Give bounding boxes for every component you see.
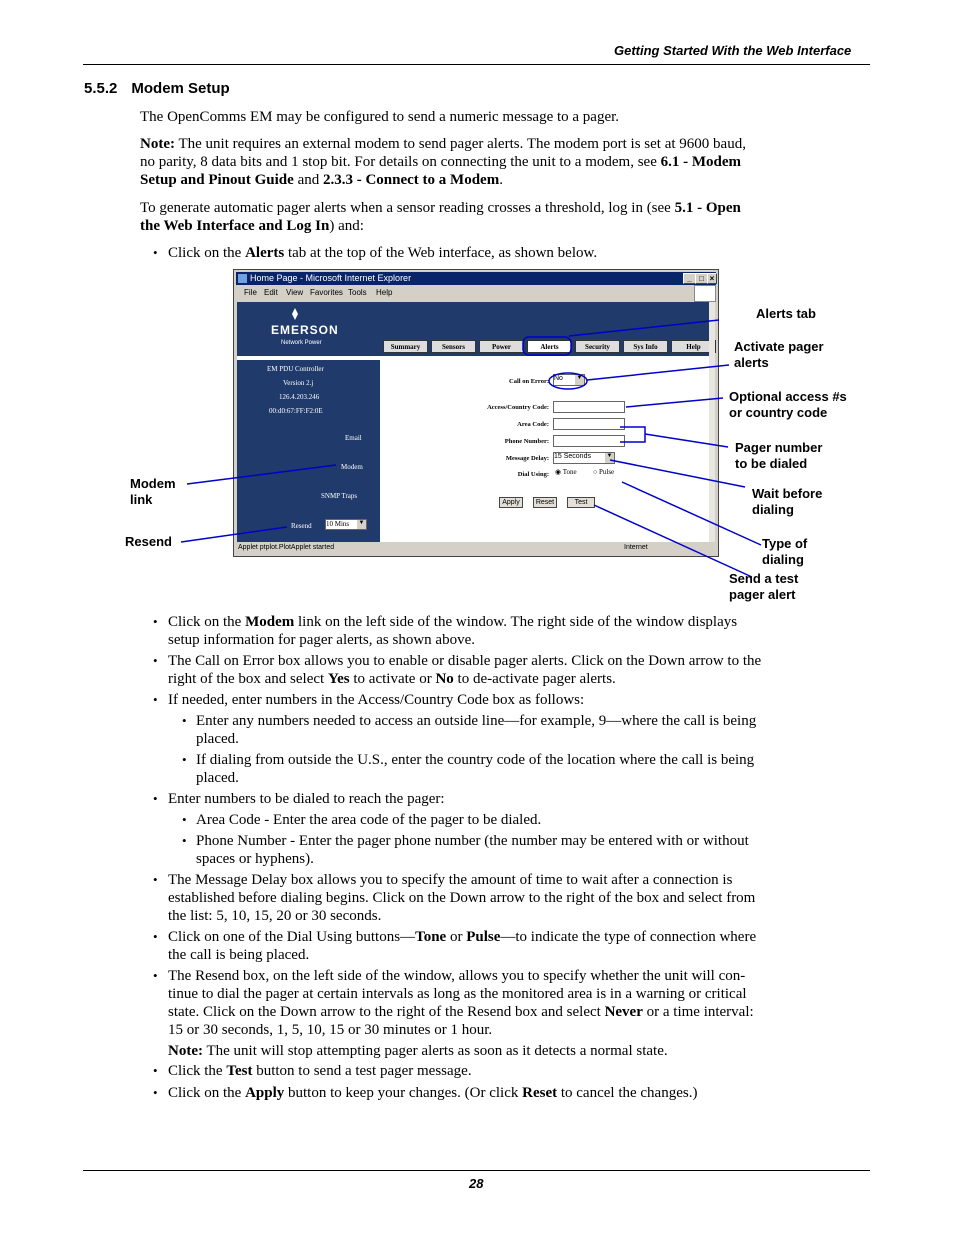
close-icon[interactable]: × xyxy=(707,273,717,284)
tab-power[interactable]: Power xyxy=(479,340,524,353)
text: The Call on Error box allows you to enable or disable pager alerts. Click on the Down arrow to the xyxy=(168,653,762,669)
text: The Message Delay box allows you to specify the amount of time to wait after a connection is xyxy=(168,872,733,888)
text: to activate or xyxy=(349,671,436,687)
text: Click the xyxy=(168,1063,227,1079)
callout-pager-number xyxy=(735,440,822,472)
bullet-marker: • xyxy=(153,872,158,887)
minimize-icon[interactable]: _ xyxy=(683,273,696,284)
text: Test xyxy=(226,1063,253,1079)
bullet-call-on-error xyxy=(168,652,870,688)
callout-modem xyxy=(130,476,176,508)
dial-using-label: Dial Using: xyxy=(517,471,549,478)
callout-line: Activate pager xyxy=(734,339,824,354)
radio-tone-label: Tone xyxy=(562,468,577,476)
message-delay-label: Message Delay: xyxy=(505,455,549,462)
tab-summary[interactable]: Summary xyxy=(383,340,428,353)
note-label: Note: xyxy=(168,1043,203,1059)
sub-bullet-outside-line xyxy=(196,712,870,748)
sidebar-link-modem[interactable]: Modem xyxy=(341,463,363,471)
bullet-dial-using xyxy=(168,928,870,964)
callout-line: alerts xyxy=(734,355,769,370)
radio-tone[interactable]: ◉ Tone xyxy=(555,468,577,476)
text: to de-activate pager alerts. xyxy=(453,671,616,687)
text: The Resend box, on the left side of the window, allows you to specify whether the unit will con- xyxy=(168,968,746,984)
text: tab at the top of the Web interface, as shown below. xyxy=(284,245,598,261)
tab-alerts[interactable]: Alerts xyxy=(527,340,572,353)
text: 15 or 30 seconds, 1, 5, 10, 15 or 30 minutes or 1 hour. xyxy=(168,1022,493,1038)
callout-line: dialing xyxy=(752,502,794,517)
menu-help[interactable]: Help xyxy=(376,288,393,297)
callout-wait xyxy=(752,486,822,518)
bullet-modem-link xyxy=(168,613,870,649)
callout-optional xyxy=(729,389,847,421)
footer-rule xyxy=(83,1170,870,1171)
text: Click on the xyxy=(168,245,246,261)
window-title: Home Page - Microsoft Internet Explorer xyxy=(250,273,412,283)
xref: 2.3.3 - Connect to a Modem xyxy=(322,172,500,188)
bullet-marker: • xyxy=(153,1063,158,1078)
section-number: 5.5.2 xyxy=(84,80,118,97)
text: —to indicate the type of connection where xyxy=(500,929,757,945)
callout-line-activate xyxy=(587,365,729,380)
callout-bracket-pager xyxy=(620,427,645,442)
text: placed. xyxy=(196,731,239,747)
running-header: Getting Started With the Web Interface xyxy=(614,43,852,58)
callout-line-type xyxy=(622,482,761,545)
callout-line-resend xyxy=(181,527,287,542)
bullet-marker: • xyxy=(153,653,158,668)
xref: the Web Interface and Log In xyxy=(140,218,330,234)
call-on-error-label: Call on Error: xyxy=(509,378,549,385)
callout-alerts-highlight xyxy=(523,337,571,355)
bullet-test xyxy=(168,1062,472,1080)
callout-line: dialing xyxy=(762,552,804,567)
text: placed. xyxy=(196,770,239,786)
intro-paragraph: The OpenComms EM may be configured to send a numeric message to a pager. xyxy=(140,109,620,125)
text: button to send a test pager message. xyxy=(252,1063,472,1079)
menu-file[interactable]: File xyxy=(244,288,257,297)
maximize-icon[interactable]: □ xyxy=(695,273,708,284)
radio-pulse[interactable]: ○ Pulse xyxy=(593,468,615,476)
para-line: To generate automatic pager alerts when a sensor reading crosses a threshold, log in (see xyxy=(140,200,675,216)
tab-sensors[interactable]: Sensors xyxy=(431,340,476,353)
xref: 5.1 - Open xyxy=(674,200,741,216)
text: right of the box and select xyxy=(168,671,328,687)
text: Reset xyxy=(522,1085,558,1101)
text: link on the left side of the window. The right side of the window displays xyxy=(294,614,738,630)
callout-line: pager alert xyxy=(729,587,796,602)
callout-type xyxy=(762,536,807,568)
callout-line: Pager number xyxy=(735,440,823,455)
bullet-message-delay xyxy=(168,871,870,925)
text: Phone Number - Enter the pager phone number (the number may be entered with or without xyxy=(196,833,749,849)
brand-subtitle: Network Power xyxy=(281,340,322,346)
call-on-error-value: No xyxy=(554,375,563,382)
bullet-marker: • xyxy=(153,1085,158,1100)
tab-help[interactable]: Help xyxy=(671,340,716,353)
device-version: Version 2.j xyxy=(283,379,314,387)
chevron-down-icon[interactable]: ▼ xyxy=(357,520,366,529)
text: spaces or hyphens). xyxy=(196,851,314,867)
chevron-down-icon[interactable]: ▼ xyxy=(575,375,584,385)
callout-line-alerts xyxy=(569,320,719,336)
note-line: The unit requires an external modem to send pager alerts. The modem port is set at 9600 baud, xyxy=(178,136,746,152)
sub-bullet-marker: • xyxy=(182,713,187,728)
sub-bullet-area-code: Area Code - Enter the area code of the pager to be dialed. xyxy=(196,812,542,828)
callout-activate xyxy=(734,339,824,371)
callout-line: link xyxy=(130,492,153,507)
text: Tone xyxy=(415,929,447,945)
text: Pulse xyxy=(466,929,501,945)
menu-favorites[interactable]: Favorites xyxy=(310,288,343,297)
message-delay-value: 15 Seconds xyxy=(554,453,591,460)
text: Yes xyxy=(327,671,350,687)
note-line: and xyxy=(293,172,323,188)
callout-line-test xyxy=(594,505,752,577)
callout-line: Type of xyxy=(762,536,808,551)
sub-bullet-marker: • xyxy=(182,833,187,848)
device-ip: 126.4.203.246 xyxy=(279,393,320,401)
callout-line-pager xyxy=(645,434,728,447)
bullet-apply xyxy=(168,1084,697,1102)
text: or a time interval: xyxy=(642,1004,754,1020)
callout-line-wait xyxy=(610,460,745,487)
phone-number-label: Phone Number: xyxy=(504,438,549,445)
para-line: ) and: xyxy=(329,218,364,234)
text: Apply xyxy=(245,1085,285,1101)
text: established before dialing begins. Click on the Down arrow to the right of the box and select from xyxy=(168,890,756,906)
bullet-marker: • xyxy=(153,245,158,260)
text: No xyxy=(435,671,454,687)
tab-security[interactable]: Security xyxy=(575,340,620,353)
text: If dialing from outside the U.S., enter the country code of the location where the call is being xyxy=(196,752,755,768)
reset-button[interactable]: Reset xyxy=(533,497,557,508)
device-name: EM PDU Controller xyxy=(267,365,324,373)
text: tinue to dial the pager at certain intervals as long as the monitored area is in a warning or critical xyxy=(168,986,747,1002)
resend-label: Resend xyxy=(291,522,312,530)
xref: 6.1 - Modem xyxy=(660,154,742,170)
text: state. Click on the Down arrow to the right of the Resend box and select xyxy=(168,1004,605,1020)
apply-button[interactable]: Apply xyxy=(499,497,523,508)
radio-pulse-label: Pulse xyxy=(598,468,615,476)
device-mac: 00:d0:67:FF:F2:0E xyxy=(269,407,323,415)
bullet-marker: • xyxy=(153,968,158,983)
text: button to keep your changes. (Or click xyxy=(284,1085,523,1101)
resend-value: 10 Mins xyxy=(326,520,350,528)
callout-line: or country code xyxy=(729,405,828,420)
bullet-marker: • xyxy=(153,929,158,944)
text: Click on the xyxy=(168,1085,246,1101)
text: The unit will stop attempting pager alerts as soon as it detects a normal state. xyxy=(202,1043,668,1059)
brand-logo: EMERSON xyxy=(271,323,339,337)
bullet-marker: • xyxy=(153,791,158,806)
xref: Setup and Pinout Guide xyxy=(140,172,294,188)
note-line: . xyxy=(499,172,503,188)
bullet-marker: • xyxy=(153,614,158,629)
callout-line: Modem xyxy=(130,476,176,491)
area-code-label: Area Code: xyxy=(517,421,549,428)
bullet-marker: • xyxy=(153,692,158,707)
text: Click on one of the Dial Using buttons— xyxy=(168,929,416,945)
note-label: Note: xyxy=(140,136,175,152)
text: to cancel the changes.) xyxy=(557,1085,698,1101)
callout-callonerror-highlight xyxy=(549,373,587,389)
text: the list: 5, 10, 15, 20 or 30 seconds. xyxy=(168,908,382,924)
callout-line: Wait before xyxy=(752,486,823,501)
callout-line-optional xyxy=(626,398,723,407)
sub-bullet-marker: • xyxy=(182,752,187,767)
sub-bullet-phone-number xyxy=(196,832,870,868)
text: setup information for pager alerts, as shown above. xyxy=(168,632,475,648)
sub-bullet-marker: • xyxy=(182,812,187,827)
access-code-label: Access/Country Code: xyxy=(487,404,549,411)
text: Modem xyxy=(245,614,295,630)
callout-line: Send a test xyxy=(729,571,799,586)
text: or xyxy=(446,929,467,945)
callout-resend: Resend xyxy=(125,534,172,549)
bullet-resend xyxy=(168,967,870,1060)
sidebar-link-email[interactable]: Email xyxy=(345,434,362,442)
text: Never xyxy=(604,1004,643,1020)
zone-text: Internet xyxy=(624,544,648,551)
callout-line: to be dialed xyxy=(735,456,808,471)
text: Click on the xyxy=(168,614,246,630)
callout-test xyxy=(729,571,798,603)
test-button[interactable]: Test xyxy=(567,497,595,508)
bullet-numbers: Enter numbers to be dialed to reach the pager: xyxy=(168,791,445,807)
callout-line: Optional access #s xyxy=(729,389,847,404)
tab-sys-info[interactable]: Sys Info xyxy=(623,340,668,353)
section-title: Modem Setup xyxy=(131,80,230,97)
chevron-down-icon[interactable]: ▼ xyxy=(605,453,614,463)
note-line: no parity, 8 data bits and 1 stop bit. For details on connecting the unit to a modem, see xyxy=(140,154,661,170)
callout-line-modem xyxy=(187,465,336,484)
menu-tools[interactable]: Tools xyxy=(348,288,367,297)
text: Alerts xyxy=(245,245,285,261)
text: Enter any numbers needed to access an outside line—for example, 9—where the call is being xyxy=(196,713,757,729)
bullet-access-code: If needed, enter numbers in the Access/Country Code box as follows: xyxy=(168,692,585,708)
sidebar-link-snmp-traps[interactable]: SNMP Traps xyxy=(321,492,358,500)
text: the call is being placed. xyxy=(168,947,310,963)
sub-bullet-country-code xyxy=(196,751,870,787)
menu-edit[interactable]: Edit xyxy=(264,288,278,297)
page-number: 28 xyxy=(469,1176,484,1191)
callout-alerts-tab: Alerts tab xyxy=(756,306,816,321)
status-text: Applet ptplot.PlotApplet started xyxy=(238,544,335,551)
menu-view[interactable]: View xyxy=(286,288,304,297)
